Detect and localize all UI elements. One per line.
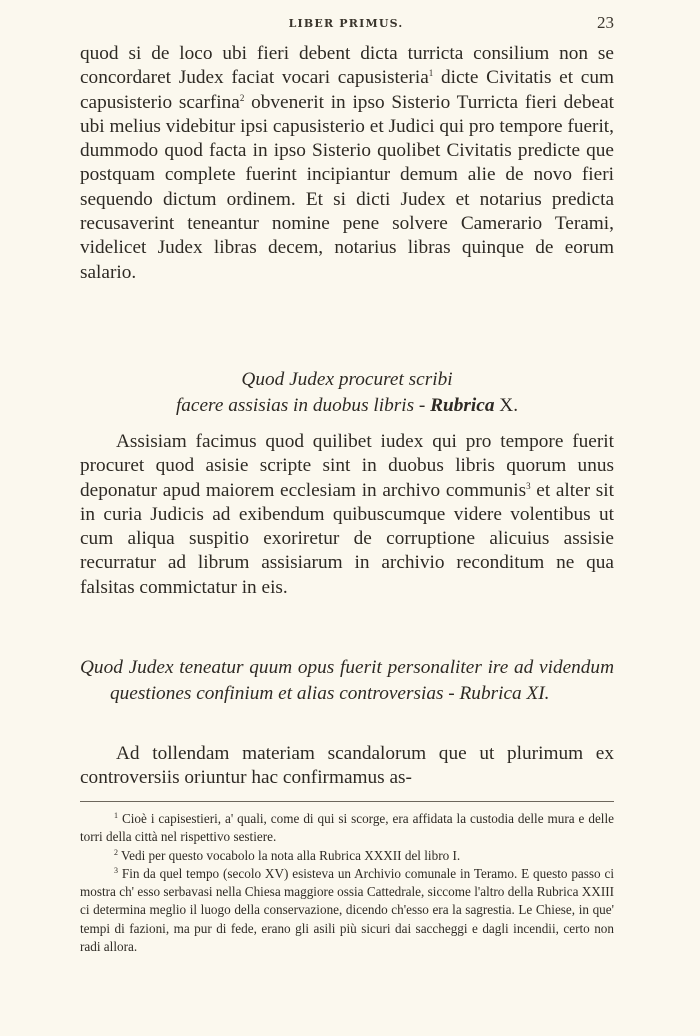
running-head xyxy=(78,13,614,35)
footnote xyxy=(80,810,614,847)
running-title: LIBER PRIMUS. xyxy=(288,17,404,30)
rubric-line: Quod Judex procuret scribi xyxy=(241,369,453,390)
paragraph-segment: et alter sit in curia Judicis ad exibendum quibuscumque videre volentibus ut cum aliqua suspitio exoriretur de corruptione alicuius assisie recurratur ad librum assisiarum in archivio reconditum ne qua falsitas commictatur in eis. xyxy=(80,479,614,598)
paragraph-text xyxy=(80,430,614,600)
footnote xyxy=(80,865,614,956)
paragraph-assisiam xyxy=(80,430,614,600)
footnote xyxy=(80,847,614,865)
paragraph-text: Ad tollendam materiam scandalorum que ut plurimum ex controversiis oriuntur hac confirmamus as- xyxy=(80,743,614,789)
paragraph-ad-tollendam xyxy=(80,742,614,791)
footnote-text: Cioè i capisestieri, a' quali, come di qui si scorge, era affidata la custodia delle mura e delle torri della città nel rispettivo sestiere. xyxy=(80,811,614,845)
rubric-text: facere assisias in duobus libris - xyxy=(175,395,431,416)
rubric-label: Rubrica xyxy=(459,683,522,704)
footnote-text: Vedi per questo vocabolo la nota alla Rubrica XXXII del libro I. xyxy=(118,847,461,863)
footnote-number: 1 xyxy=(114,811,118,820)
rubric-heading-xi xyxy=(80,655,614,707)
rubric-text: Quod Judex teneatur quum opus fuerit personaliter ire ad videndum questiones confinium et alias controversias - xyxy=(80,657,614,704)
footnotes xyxy=(80,810,614,956)
footnote-mark: 1 xyxy=(428,68,434,79)
footnote-text: Fin da quel tempo (secolo XV) esisteva un Archivio comunale in Teramo. E questo passo ci mostra ch' esso serbavasi nella Chiesa maggiore ossia Cattedrale, siccome l'altro della Rubrica XXIII ci determina meglio il luogo della conservazione, dicendo ch'esso era la sagrestia. Le Chiese, in que' tempi di fazioni, ma pur di fede, erano gli asili più sicuri dai saccheggi e dagli incendii, certo non radi allora. xyxy=(80,865,614,955)
rubric-heading-x xyxy=(80,367,614,419)
paragraph-segment: obvenerit in ipso Sisterio Turricta fieri debeat ubi melius videbitur ipsi capusisterio et Judici qui pro tempore fuerit, dummodo quod facta in ipso Sisterio quolibet Civitatis predicte que postquam complete fuerint incipiantur demum alie de novo fieri sequendo dictum ordinem. Et si dicti Judex et notarius predicta recusaverint teneantur nomine pene solvere Camerario Terami, videlicet Judex libras decem, notarius libras quinque de eorum salario. xyxy=(80,91,614,283)
footnote-mark: 3 xyxy=(526,480,531,491)
rubric-label: Rubrica xyxy=(430,395,495,416)
paragraph-segment: dicte Civitatis et cum capusisterio scarfina xyxy=(80,67,614,113)
footnote-mark: 2 xyxy=(239,92,245,103)
paragraph-text xyxy=(80,42,614,285)
footnote-divider xyxy=(80,801,614,802)
rubric-line xyxy=(80,393,614,419)
rubric-number: X. xyxy=(494,395,519,416)
footnote-number: 3 xyxy=(114,865,118,875)
footnote-number: 2 xyxy=(114,847,118,857)
paragraph-segment: quod si de loco ubi fieri debent dicta turricta consilium non se concordaret Judex faciat vocari capusisteria xyxy=(80,43,614,89)
paragraph-continuation xyxy=(80,42,614,285)
page-number: 23 xyxy=(597,13,614,32)
rubric-number: XI. xyxy=(521,683,550,704)
paragraph-segment: Assisiam facimus quod quilibet iudex qui pro tempore fuerit procuret quod asisie scripte sint in duobus libris quorum unus deponatur apud maiorem ecclesiam in archivo communis xyxy=(80,431,614,501)
